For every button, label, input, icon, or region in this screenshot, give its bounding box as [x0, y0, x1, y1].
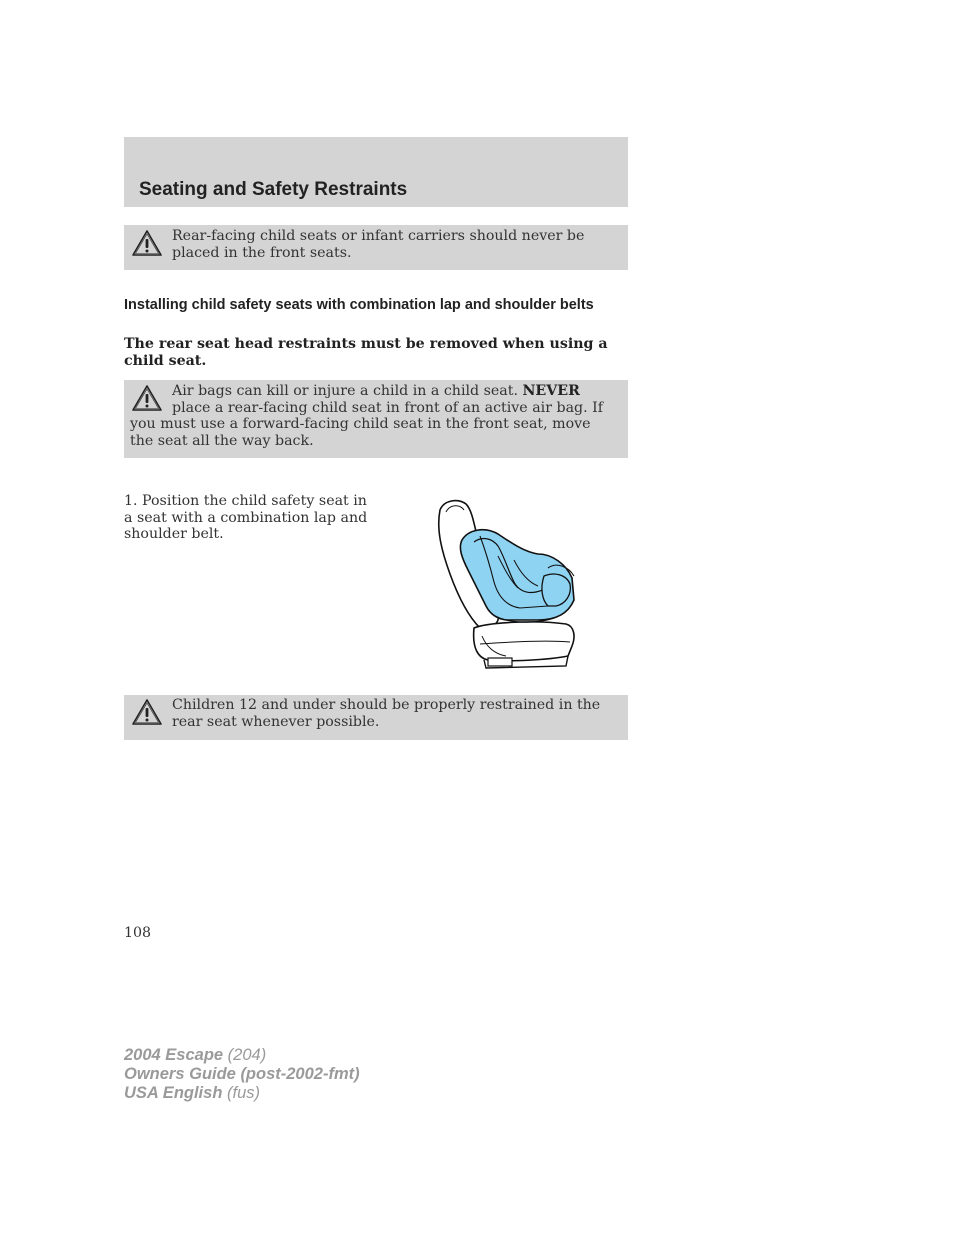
- warning-triangle-icon: [130, 697, 164, 727]
- section-subheading: Installing child safety seats with combination lap and shoulder belts: [124, 297, 594, 313]
- warning-box-air-bags: [124, 380, 628, 458]
- child-seat-in-vehicle-seat-illustration: [428, 496, 580, 674]
- warning-box-children-rear-seat: [124, 695, 628, 740]
- warning-text: Rear-facing child seats or infant carriers should never be placed in the front seats.: [172, 228, 585, 261]
- page-title: Seating and Safety Restraints: [139, 179, 408, 200]
- step-1-text: 1. Position the child safety seat in a seat with a combination lap and shoulder belt.: [124, 493, 368, 542]
- warning-emphasis: NEVER: [522, 383, 580, 399]
- warning-box-front-seats: [124, 225, 628, 270]
- footer-line-1: 2004 Escape (204): [124, 1046, 267, 1064]
- page-number: 108: [124, 925, 152, 941]
- warning-triangle-icon: [130, 228, 164, 258]
- warning-triangle-icon: [130, 383, 164, 413]
- document-footer: [124, 1046, 360, 1103]
- warning-text-after: place a rear-facing child seat in front of an active air bag. If you must use a forward-facing child seat in the front seat, move the seat all the way back.: [130, 399, 603, 449]
- footer-line-2: Owners Guide (post-2002-fmt): [124, 1065, 360, 1083]
- head-restraint-note: The rear seat head restraints must be removed when using a child seat.: [124, 336, 608, 369]
- warning-text-before: Air bags can kill or injure a child in a child seat.: [172, 383, 523, 399]
- section-header: [124, 137, 628, 207]
- footer-line-3: USA English (fus): [124, 1084, 260, 1102]
- warning-text: Children 12 and under should be properly restrained in the rear seat whenever possible.: [172, 697, 601, 730]
